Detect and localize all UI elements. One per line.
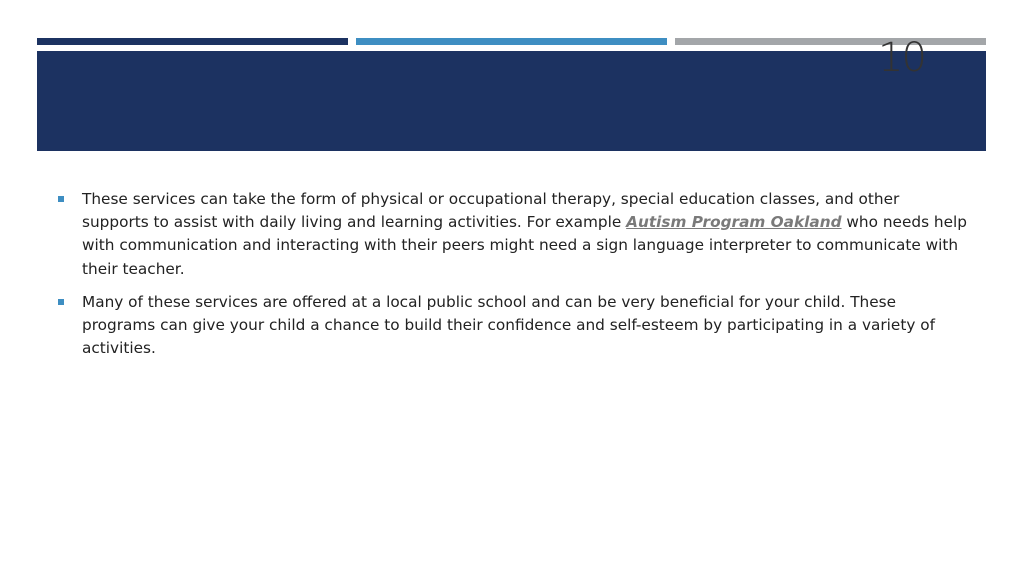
square-bullet-icon: [58, 196, 64, 202]
bullet-list: [58, 188, 970, 370]
bullet-text: These services can take the form of physical or occupational therapy, special education classes, and other supports to assist with daily living and learning activities. For example: [82, 190, 900, 232]
square-bullet-icon: [58, 299, 64, 305]
title-band: [37, 51, 986, 151]
autism-program-oakland-link[interactable]: Autism Program Oakland: [626, 213, 842, 232]
header-stripe-navy: [37, 38, 348, 45]
bullet-item: [58, 188, 970, 281]
header-stripe-blue: [356, 38, 667, 45]
slide-number: 10: [878, 35, 925, 81]
header-stripe-gray: [675, 38, 986, 45]
bullet-text: Many of these services are offered at a local public school and can be very beneficial for your child. These programs can give your child a chance to build their confidence and self-esteem by participating in a variety of activities.: [82, 292, 935, 358]
bullet-text: who needs help with communication and interacting with their peers might need a sign language interpreter to communicate with their teacher.: [82, 213, 967, 278]
bullet-item: [58, 291, 970, 361]
